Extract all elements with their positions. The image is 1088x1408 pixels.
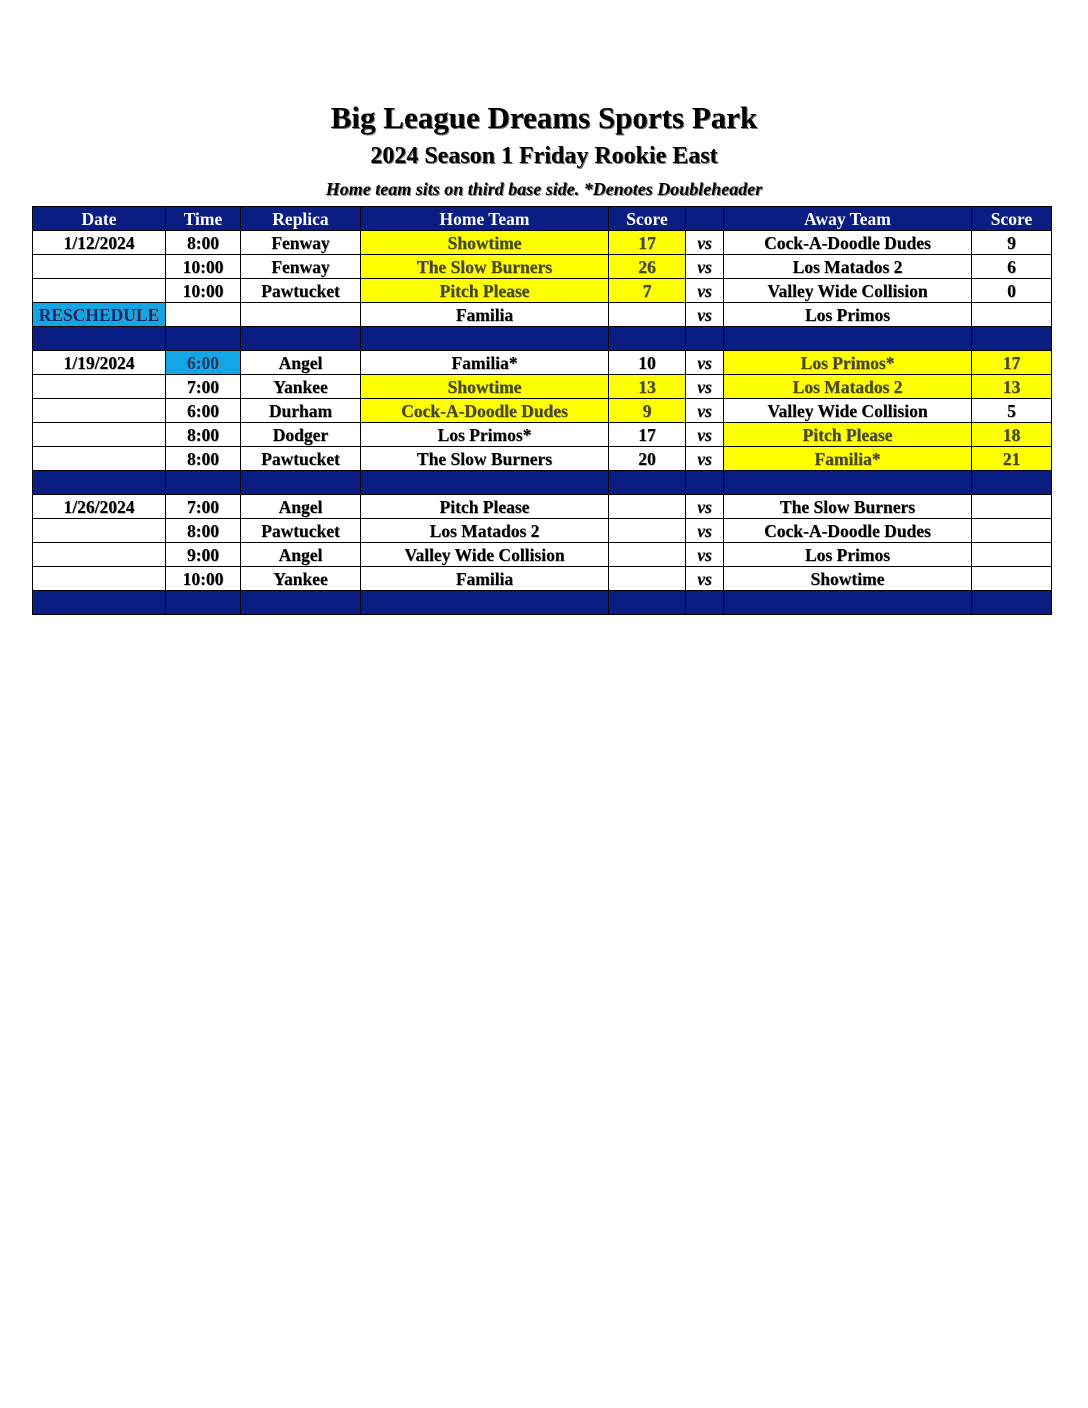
separator-row bbox=[33, 327, 1052, 351]
date-cell bbox=[33, 255, 166, 279]
table-header-row bbox=[33, 207, 1052, 231]
table-row bbox=[33, 543, 1052, 567]
home-team-cell: Pitch Please bbox=[361, 279, 609, 303]
date-cell bbox=[33, 543, 166, 567]
away-team-cell: Los Primos bbox=[724, 543, 972, 567]
home-score-cell bbox=[609, 543, 686, 567]
date-cell: 1/12/2024 bbox=[33, 231, 166, 255]
home-score-cell bbox=[609, 567, 686, 591]
table-row bbox=[33, 303, 1052, 327]
replica-cell: Dodger bbox=[241, 423, 361, 447]
away-team-cell: Cock-A-Doodle Dudes bbox=[724, 519, 972, 543]
vs-cell: vs bbox=[686, 495, 724, 519]
time-cell: 7:00 bbox=[166, 495, 241, 519]
column-header-vs bbox=[686, 207, 724, 231]
time-cell: 9:00 bbox=[166, 543, 241, 567]
replica-cell: Durham bbox=[241, 399, 361, 423]
date-cell bbox=[33, 399, 166, 423]
away-team-cell: Los Primos* bbox=[724, 351, 972, 375]
time-cell: 8:00 bbox=[166, 231, 241, 255]
away-team-cell: Valley Wide Collision bbox=[724, 399, 972, 423]
home-team-cell: Valley Wide Collision bbox=[361, 543, 609, 567]
column-header-away-score: Score bbox=[972, 207, 1052, 231]
table-row bbox=[33, 495, 1052, 519]
home-score-cell: 26 bbox=[609, 255, 686, 279]
home-score-cell: 13 bbox=[609, 375, 686, 399]
home-score-cell bbox=[609, 303, 686, 327]
column-header-time: Time bbox=[166, 207, 241, 231]
home-team-cell: Familia bbox=[361, 303, 609, 327]
vs-cell: vs bbox=[686, 231, 724, 255]
vs-cell: vs bbox=[686, 375, 724, 399]
time-cell: 6:00 bbox=[166, 351, 241, 375]
away-score-cell: 6 bbox=[972, 255, 1052, 279]
column-header-home-team: Home Team bbox=[361, 207, 609, 231]
reschedule-cell: RESCHEDULE bbox=[33, 303, 166, 327]
separator-row bbox=[33, 471, 1052, 495]
replica-cell: Fenway bbox=[241, 231, 361, 255]
table-row bbox=[33, 447, 1052, 471]
column-header-home-score: Score bbox=[609, 207, 686, 231]
date-cell bbox=[33, 375, 166, 399]
table-row bbox=[33, 279, 1052, 303]
replica-cell: Pawtucket bbox=[241, 519, 361, 543]
vs-cell: vs bbox=[686, 447, 724, 471]
table-row bbox=[33, 375, 1052, 399]
time-cell: 8:00 bbox=[166, 447, 241, 471]
table-row bbox=[33, 255, 1052, 279]
date-cell: 1/26/2024 bbox=[33, 495, 166, 519]
away-team-cell: Pitch Please bbox=[724, 423, 972, 447]
away-team-cell: Cock-A-Doodle Dudes bbox=[724, 231, 972, 255]
home-team-cell: Pitch Please bbox=[361, 495, 609, 519]
vs-cell: vs bbox=[686, 519, 724, 543]
schedule-table bbox=[32, 206, 1052, 615]
away-score-cell bbox=[972, 567, 1052, 591]
replica-cell: Angel bbox=[241, 351, 361, 375]
time-cell: 10:00 bbox=[166, 567, 241, 591]
home-team-cell: Los Matados 2 bbox=[361, 519, 609, 543]
vs-cell: vs bbox=[686, 279, 724, 303]
home-team-cell: Cock-A-Doodle Dudes bbox=[361, 399, 609, 423]
replica-cell: Angel bbox=[241, 495, 361, 519]
vs-cell: vs bbox=[686, 255, 724, 279]
home-team-cell: Familia bbox=[361, 567, 609, 591]
table-row bbox=[33, 423, 1052, 447]
away-score-cell: 21 bbox=[972, 447, 1052, 471]
separator-row bbox=[33, 591, 1052, 615]
vs-cell: vs bbox=[686, 543, 724, 567]
away-score-cell: 0 bbox=[972, 279, 1052, 303]
away-score-cell: 13 bbox=[972, 375, 1052, 399]
vs-cell: vs bbox=[686, 567, 724, 591]
vs-cell: vs bbox=[686, 423, 724, 447]
replica-cell: Yankee bbox=[241, 375, 361, 399]
replica-cell: Pawtucket bbox=[241, 279, 361, 303]
away-team-cell: The Slow Burners bbox=[724, 495, 972, 519]
home-score-cell: 7 bbox=[609, 279, 686, 303]
away-score-cell bbox=[972, 543, 1052, 567]
away-score-cell: 9 bbox=[972, 231, 1052, 255]
away-score-cell: 18 bbox=[972, 423, 1052, 447]
date-cell bbox=[33, 447, 166, 471]
replica-cell: Yankee bbox=[241, 567, 361, 591]
replica-cell: Pawtucket bbox=[241, 447, 361, 471]
time-cell: 8:00 bbox=[166, 519, 241, 543]
page-title: Big League Dreams Sports Park bbox=[330, 100, 758, 135]
column-header-away-team: Away Team bbox=[724, 207, 972, 231]
away-team-cell: Showtime bbox=[724, 567, 972, 591]
date-cell bbox=[33, 567, 166, 591]
date-cell bbox=[33, 423, 166, 447]
table-row bbox=[33, 519, 1052, 543]
away-team-cell: Familia* bbox=[724, 447, 972, 471]
page-subtitle: 2024 Season 1 Friday Rookie East bbox=[370, 143, 718, 169]
away-score-cell bbox=[972, 303, 1052, 327]
home-score-cell bbox=[609, 519, 686, 543]
away-team-cell: Los Primos bbox=[724, 303, 972, 327]
column-header-date: Date bbox=[33, 207, 166, 231]
home-team-cell: Familia* bbox=[361, 351, 609, 375]
date-cell: 1/19/2024 bbox=[33, 351, 166, 375]
vs-cell: vs bbox=[686, 303, 724, 327]
home-score-cell: 17 bbox=[609, 231, 686, 255]
replica-cell: Angel bbox=[241, 543, 361, 567]
time-cell: 7:00 bbox=[166, 375, 241, 399]
away-team-cell: Los Matados 2 bbox=[724, 375, 972, 399]
home-team-cell: Showtime bbox=[361, 375, 609, 399]
home-team-cell: The Slow Burners bbox=[361, 447, 609, 471]
time-cell: 8:00 bbox=[166, 423, 241, 447]
date-cell bbox=[33, 519, 166, 543]
time-cell: 10:00 bbox=[166, 279, 241, 303]
away-team-cell: Los Matados 2 bbox=[724, 255, 972, 279]
table-row bbox=[33, 231, 1052, 255]
schedule-note: Home team sits on third base side. *Denotes Doubleheader bbox=[325, 179, 763, 199]
away-score-cell: 5 bbox=[972, 399, 1052, 423]
vs-cell: vs bbox=[686, 351, 724, 375]
table-row bbox=[33, 399, 1052, 423]
time-cell bbox=[166, 303, 241, 327]
home-score-cell: 10 bbox=[609, 351, 686, 375]
home-score-cell bbox=[609, 495, 686, 519]
home-score-cell: 17 bbox=[609, 423, 686, 447]
replica-cell: Fenway bbox=[241, 255, 361, 279]
home-team-cell: Showtime bbox=[361, 231, 609, 255]
home-score-cell: 20 bbox=[609, 447, 686, 471]
time-cell: 6:00 bbox=[166, 399, 241, 423]
home-team-cell: Los Primos* bbox=[361, 423, 609, 447]
away-score-cell bbox=[972, 519, 1052, 543]
away-team-cell: Valley Wide Collision bbox=[724, 279, 972, 303]
home-score-cell: 9 bbox=[609, 399, 686, 423]
table-row bbox=[33, 567, 1052, 591]
replica-cell bbox=[241, 303, 361, 327]
away-score-cell: 17 bbox=[972, 351, 1052, 375]
table-row bbox=[33, 351, 1052, 375]
home-team-cell: The Slow Burners bbox=[361, 255, 609, 279]
vs-cell: vs bbox=[686, 399, 724, 423]
away-score-cell bbox=[972, 495, 1052, 519]
date-cell bbox=[33, 279, 166, 303]
column-header-replica: Replica bbox=[241, 207, 361, 231]
time-cell: 10:00 bbox=[166, 255, 241, 279]
